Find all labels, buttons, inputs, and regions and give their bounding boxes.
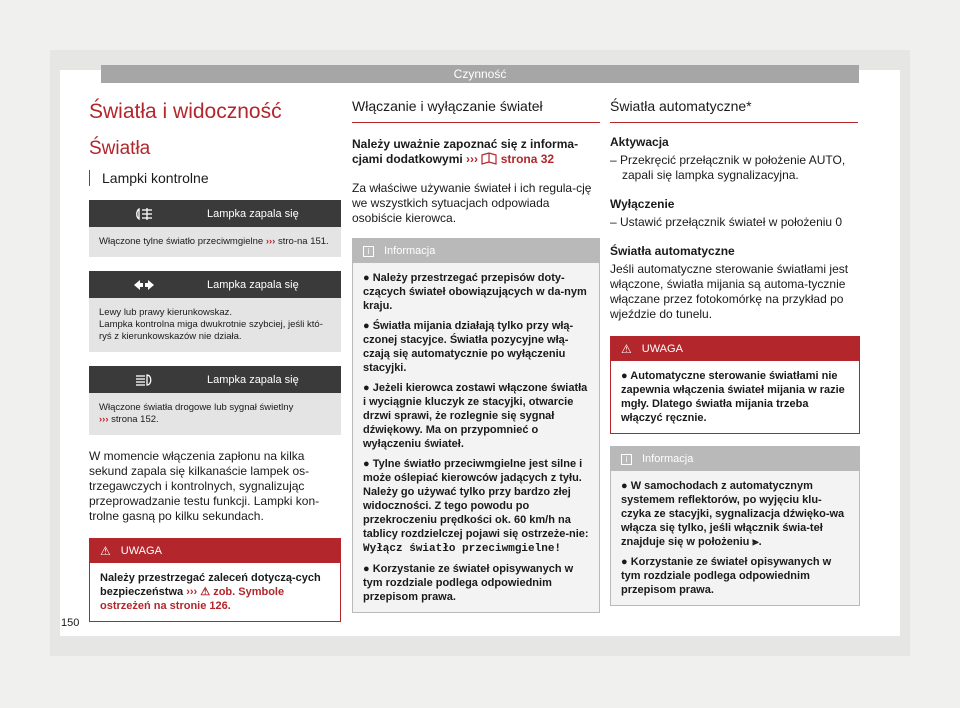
turn-signal-icon bbox=[89, 271, 199, 298]
column-2 bbox=[352, 98, 600, 613]
lamp-description: Włączone światła drogowe lub sygnał świetlny ››› strona 152. bbox=[89, 393, 341, 435]
warning-box bbox=[89, 538, 341, 622]
column-1 bbox=[89, 98, 341, 622]
section-title: Włączanie i wyłączanie świateł bbox=[352, 98, 600, 123]
page-reference-link[interactable]: zob. Symbole ostrzeżeń na stronie 126. bbox=[100, 586, 285, 612]
info-title: Informacja bbox=[384, 245, 436, 257]
body-paragraph: Jeśli automatyczne sterowanie światłami jest włączone, światła mijania są automa-tycznie włączane przez fotokomórkę na przykład po wjeździe do tunelu. bbox=[610, 262, 849, 321]
info-title: Informacja bbox=[642, 453, 694, 465]
body-paragraph: Za właściwe używanie świateł i ich regula-cję we wszystkich sytuacjach odpowiada osobiście kierowca. bbox=[352, 181, 592, 225]
intro-text: Należy uważnie zapoznać się z informa-cjami dodatkowymi ››› strona 32 bbox=[352, 137, 579, 166]
chapter-header: Czynność bbox=[101, 65, 859, 83]
lamp-label: Lampka zapala się bbox=[207, 373, 299, 386]
info-item: ● Jeżeli kierowca zostawi włączone światła i wyciągnie kluczyk ze stacyjki, otwarcie drzwi sprawi, że rozlegnie się sygnał dźwiękowy. Ma on przypomnieć o wyłączeniu świateł. bbox=[363, 382, 588, 450]
info-icon: i bbox=[363, 246, 374, 257]
info-item: ● Tylne światło przeciwmgielne jest silne i może oślepiać kierowców jadących z tyłu. Należy go używać tylko przy bardzo złej widoczności. Z tego powodu po przekroczeniu prędkości ok. 60 km/h na tablicy rozdzielczej pojawi się ostrzeże-nie: Wyłącz światło przeciwmgielne! bbox=[363, 458, 589, 555]
lamp-description: Lewy lub prawy kierunkowskaz. Lampka kontrolna miga dwukrotnie szybciej, jeśli któ-ryś z kierunkowskazów nie działa. bbox=[89, 298, 341, 352]
warning-triangle-icon: ⚠ bbox=[100, 544, 111, 558]
info-box bbox=[610, 446, 860, 606]
warning-text: Należy przestrzegać zaleceń dotyczą-cych bezpieczeństwa ››› ⚠ zob. Symbole ostrzeżeń na stronie 126. bbox=[100, 572, 321, 612]
lamp-row bbox=[89, 366, 341, 435]
lamp-row bbox=[89, 200, 341, 257]
warning-triangle-icon: ⚠ bbox=[621, 342, 632, 356]
page-reference-link[interactable]: strona 32 bbox=[500, 152, 555, 166]
info-icon: i bbox=[621, 454, 632, 465]
warning-triangle-icon: ⚠ bbox=[200, 586, 211, 598]
subheading: Aktywacja bbox=[610, 135, 669, 149]
subheading: Światła automatyczne bbox=[610, 244, 735, 258]
lamp-label: Lampka zapala się bbox=[207, 207, 299, 220]
info-item: ● Korzystanie ze świateł opisywanych w tym rozdziale podlega odpowiednim przepisom prawa. bbox=[363, 563, 574, 603]
info-item: ● Światła mijania działają tylko przy włą-czonej stacyjce. Światła pozycyjne włą-czają się automatycznie po wyłączeniu stacyjki. bbox=[363, 320, 574, 374]
body-paragraph: W momencie włączenia zapłonu na kilka sekund zapala się kilkanaście lampek os-trzegawczych i kontrolnych, sygnalizując przeprowadzanie testu funkcji. Lampki kon-trolne gasną po kilku sekundach. bbox=[89, 449, 320, 523]
section-title: Światła bbox=[89, 138, 151, 159]
lamp-description: Włączone tylne światło przeciwmgielne ››› stro-na 151. bbox=[89, 227, 341, 257]
chapter-title: Światła i widoczność bbox=[89, 100, 282, 123]
info-item: ● W samochodach z automatycznym systemem reflektorów, po wyjęciu klu-czyka ze stacyjki, sygnalizacja dźwięko-wa włącza się tylko, jeśli włącznik świa-teł znajduje się w położeniu ⫸. bbox=[621, 480, 845, 548]
step-item: – Ustawić przełącznik świateł w położeniu 0 bbox=[610, 215, 843, 229]
warning-box: ⚠ UWAGA ● Automatyczne sterowanie światłami nie zapewnia włączenia świateł mijania w razie mgły. Dlatego światła mijania trzeba włączyć ręcznie. bbox=[610, 336, 860, 434]
subheading: Wyłączenie bbox=[610, 197, 675, 211]
info-item: ● Należy przestrzegać przepisów doty-czących świateł obowiązujących w da-nym kraju. bbox=[363, 272, 587, 312]
page-reference-link[interactable]: stro-na 151. bbox=[278, 236, 329, 247]
warning-text: Automatyczne sterowanie światłami nie zapewnia włączenia świateł mijania w razie mgły. Dlatego światła mijania trzeba włączyć ręcznie. bbox=[621, 370, 845, 424]
book-icon bbox=[481, 152, 500, 166]
warning-title: UWAGA bbox=[641, 343, 683, 355]
column-3 bbox=[610, 98, 860, 606]
page-number: 150 bbox=[61, 617, 80, 629]
step-item: – Przekręcić przełącznik w położenie AUTO, zapali się lampka sygnalizacyjna. bbox=[610, 153, 846, 182]
lamp-table bbox=[89, 200, 341, 435]
lamp-label: Lampka zapala się bbox=[207, 278, 299, 291]
info-box bbox=[352, 238, 600, 613]
lamp-row bbox=[89, 271, 341, 352]
rear-fog-light-icon bbox=[89, 200, 199, 227]
page-reference-link[interactable]: strona 152. bbox=[111, 414, 159, 425]
high-beam-icon bbox=[89, 366, 199, 393]
subsection-title: Lampki kontrolne bbox=[89, 170, 341, 186]
section-title: Światła automatyczne* bbox=[610, 98, 858, 123]
warning-title: UWAGA bbox=[120, 545, 162, 557]
dashboard-message: Wyłącz światło przeciwmgielne! bbox=[363, 543, 562, 555]
info-item: ● Korzystanie ze świateł opisywanych w tym rozdziale podlega odpowiednim przepisom prawa. bbox=[621, 556, 832, 596]
